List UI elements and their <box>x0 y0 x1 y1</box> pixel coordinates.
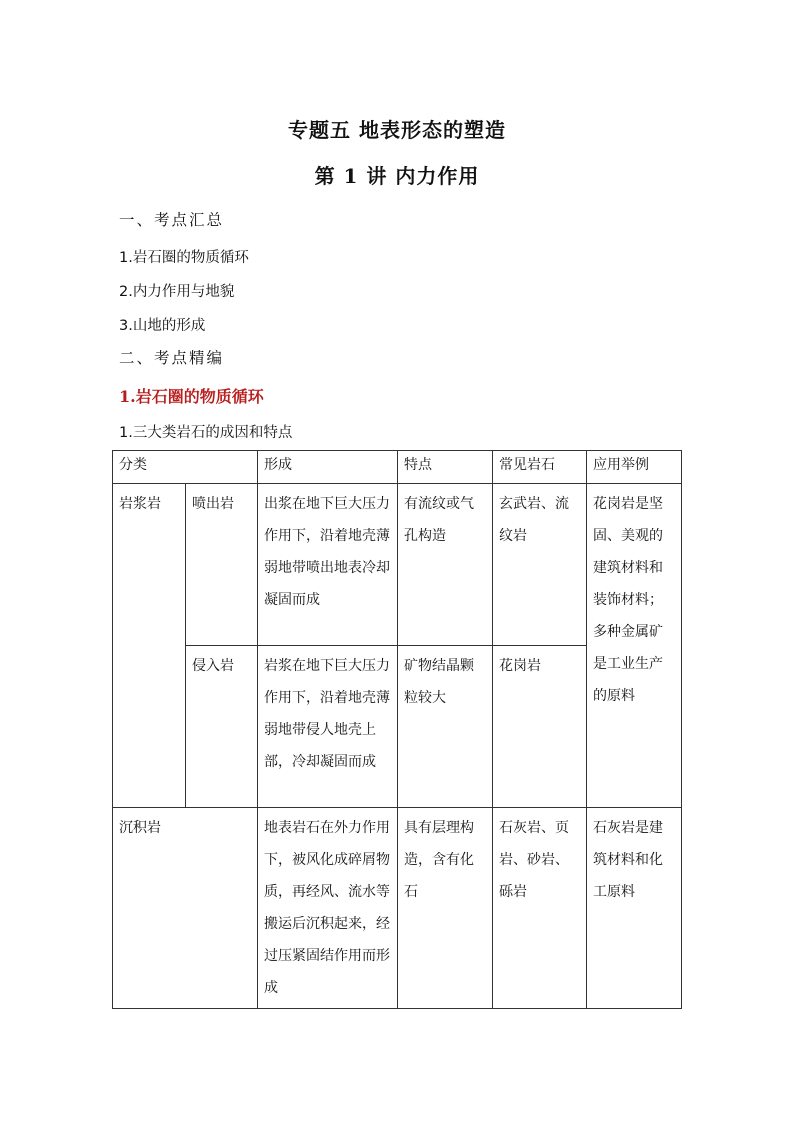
sedimentary-applications: 石灰岩是建筑材料和化工原料 <box>587 808 682 1009</box>
intrusive-label: 侵入岩 <box>186 646 258 808</box>
lecture-title: 第 1 讲 内力作用 <box>314 164 480 188</box>
topic-heading: 1.岩石圈的物质循环 <box>119 387 264 406</box>
extrusive-formation: 出浆在地下巨大压力作用下，沿着地壳薄弱地带喷出地表冷却凝固而成 <box>258 484 398 646</box>
header-applications: 应用举例 <box>587 451 682 484</box>
sedimentary-rocks: 石灰岩、页岩、砂岩、砾岩 <box>493 808 587 1009</box>
header-formation: 形成 <box>258 451 398 484</box>
intrusive-formation: 岩浆在地下巨大压力作用下，沿着地壳薄弱地带侵人地壳上部，冷却凝固而成 <box>258 646 398 808</box>
section-heading-details: 二、考点精编 <box>119 349 225 367</box>
igneous-applications: 花岗岩是坚固、美观的建筑材料和装饰材料；多种金属矿是工业生产的原料 <box>587 484 682 808</box>
summary-item-3: 3.山地的形成 <box>119 318 206 334</box>
table-row <box>113 808 682 1009</box>
sedimentary-formation: 地表岩石在外力作用下，被风化成碎屑物质，再经风、流水等搬运后沉积起来，经过压紧固结作用而形成 <box>258 808 398 1009</box>
header-category: 分类 <box>113 451 258 484</box>
extrusive-features: 有流纹或气孔构造 <box>398 484 493 646</box>
section-heading-summary: 一、考点汇总 <box>119 211 225 229</box>
subtopic-heading: 1.三大类岩石的成因和特点 <box>119 425 293 441</box>
header-common-rocks: 常见岩石 <box>493 451 587 484</box>
summary-item-2: 2.内力作用与地貌 <box>119 284 235 300</box>
extrusive-rocks: 玄武岩、流纹岩 <box>493 484 587 646</box>
table-row <box>113 484 682 646</box>
intrusive-features: 矿物结晶颗粒较大 <box>398 646 493 808</box>
intrusive-rocks: 花岗岩 <box>493 646 587 808</box>
page-title: 专题五 地表形态的塑造 <box>288 118 506 142</box>
sedimentary-label: 沉积岩 <box>113 808 258 1009</box>
table-header-row <box>113 451 682 484</box>
rock-types-table <box>112 450 682 1009</box>
extrusive-label: 喷出岩 <box>186 484 258 646</box>
sedimentary-features: 具有层理构造，含有化石 <box>398 808 493 1009</box>
igneous-label: 岩浆岩 <box>113 484 186 808</box>
header-features: 特点 <box>398 451 493 484</box>
summary-item-1: 1.岩石圈的物质循环 <box>119 250 249 266</box>
